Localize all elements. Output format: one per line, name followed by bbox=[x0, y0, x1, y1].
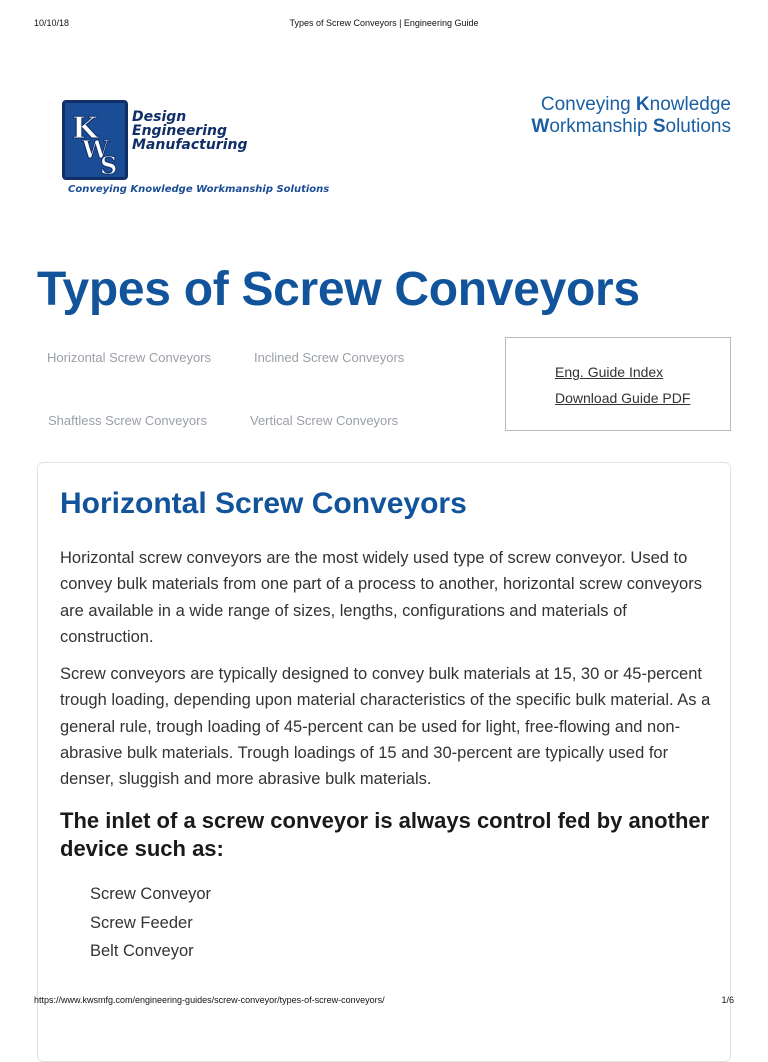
subnav-horizontal-link[interactable]: Horizontal Screw Conveyors bbox=[47, 350, 212, 365]
kws-logo[interactable] bbox=[62, 100, 330, 200]
kws-logo-mark bbox=[62, 100, 128, 180]
site-tagline bbox=[531, 94, 731, 138]
print-url: https://www.kwsmfg.com/engineering-guides/screw-conveyor/types-of-screw-conveyors/ bbox=[34, 995, 385, 1005]
logo-wordmark bbox=[132, 110, 248, 152]
logo-word-design: Design bbox=[132, 109, 187, 125]
print-date: 10/10/18 bbox=[34, 18, 70, 28]
feed-device-list bbox=[90, 880, 211, 966]
list-item: Belt Conveyor bbox=[90, 942, 194, 960]
svg-text:K: K bbox=[72, 111, 99, 146]
tagline-line-1: Conveying Knowledge bbox=[540, 94, 731, 115]
print-page-number: 1/6 bbox=[721, 995, 734, 1005]
list-item: Screw Conveyor bbox=[90, 885, 212, 903]
print-title: Types of Screw Conveyors | Engineering Guide bbox=[289, 18, 479, 28]
list-item: Screw Feeder bbox=[90, 913, 193, 932]
subnav-vertical-link[interactable]: Vertical Screw Conveyors bbox=[250, 413, 399, 428]
intro-paragraph: Horizontal screw conveyors are the most widely used type of screw conveyor. Used to convey bulk materials from one part of a process to another, horizontal screw conveyors are available in a wide range of sizes, lengths, configurations and materials of construction. bbox=[60, 549, 702, 646]
inlet-subheading: The inlet of a screw conveyor is always control fed by another device such as: bbox=[60, 808, 710, 861]
section-title: Horizontal Screw Conveyors bbox=[60, 487, 467, 520]
eng-guide-index-link[interactable]: Eng. Guide Index bbox=[555, 364, 664, 380]
download-guide-pdf-link[interactable]: Download Guide PDF bbox=[555, 390, 691, 406]
subnav-shaftless-link[interactable]: Shaftless Screw Conveyors bbox=[48, 413, 207, 428]
kws-monogram-icon bbox=[68, 106, 124, 176]
svg-text:W: W bbox=[82, 135, 109, 164]
subnav-inclined-link[interactable]: Inclined Screw Conveyors bbox=[254, 350, 405, 365]
logo-tagline: Conveying Knowledge Workmanship Solutions bbox=[68, 184, 330, 195]
page-title: Types of Screw Conveyors bbox=[37, 263, 640, 316]
trough-loading-paragraph: Screw conveyors are typically designed to convey bulk materials at 15, 30 or 45-percent trough loading, depending upon material characteristics of the specific bulk material. As a general rule, trough loading of 45-percent can be used for light, free-flowing and non-abrasive bulk materials. Trough loadings of 15 and 30-percent are typically used for denser, sluggish and more abrasive bulk materials. bbox=[60, 665, 711, 789]
tagline-line-2: Workmanship Solutions bbox=[531, 116, 731, 137]
content-card bbox=[37, 462, 731, 1062]
logo-word-manufacturing: Manufacturing bbox=[132, 137, 248, 153]
svg-text:S: S bbox=[100, 151, 118, 176]
guide-links-box bbox=[505, 337, 731, 431]
logo-word-engineering: Engineering bbox=[132, 123, 227, 139]
